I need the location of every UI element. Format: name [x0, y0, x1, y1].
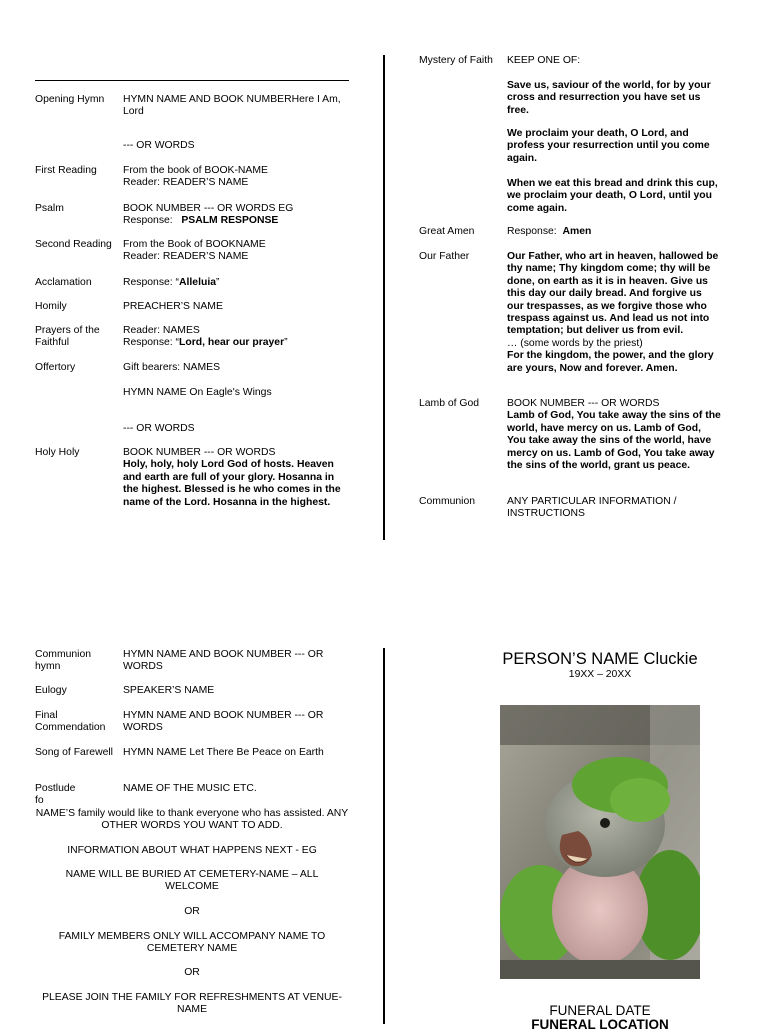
top-rule	[35, 80, 349, 81]
communion-label: Communion	[419, 496, 476, 507]
communion-hymn-label: Communion hymn	[35, 649, 92, 673]
song-of-farewell-value: HYMN NAME Let There Be Peace on Earth	[123, 747, 324, 758]
homily-label: Homily	[35, 301, 67, 312]
eulogy-value: SPEAKER’S NAME	[123, 685, 215, 696]
buried-text: NAME WILL BE BURIED AT CEMETERY-NAME – ALL WELCOME	[65, 869, 319, 893]
holy-holy-value	[123, 447, 345, 509]
first-reading-book: From the book of BOOK-NAME	[123, 165, 268, 176]
great-amen-label: Great Amen	[419, 226, 475, 237]
prayers-response: Response: “Lord, hear our prayer”	[123, 337, 288, 349]
lamb-value	[507, 398, 721, 472]
lamb-text: Lamb of God, You take away the sins of the world, have mercy on us. Lamb of God, You take away the sins of the world, have mercy on us. Lamb of God, You take away the sins of the world, grant us peace.	[507, 410, 721, 472]
opening-hymn-or: --- OR WORDS	[123, 140, 195, 151]
or-text-2: OR	[184, 967, 200, 978]
psalm-book: BOOK NUMBER --- OR WORDS EG	[123, 203, 294, 214]
psalm-label: Psalm	[35, 203, 64, 214]
homily-value: PREACHER’S NAME	[123, 301, 223, 312]
thanks-text: NAME’S family would like to thank everyone who has assisted. ANY OTHER WORDS YOU WANT TO ADD.	[35, 808, 349, 832]
acclamation-label: Acclamation	[35, 277, 92, 288]
divider-bottom	[383, 648, 385, 1024]
our-father-label: Our Father	[419, 251, 470, 262]
second-reading-label: Second Reading	[35, 239, 112, 250]
communion-value: ANY PARTICULAR INFORMATION / INSTRUCTIONS	[507, 496, 677, 520]
mystery-option-1: Save us, saviour of the world, for by your cross and resurrection you have set us free.	[507, 80, 711, 116]
offertory-label: Offertory	[35, 362, 76, 373]
communion-hymn-value: HYMN NAME AND BOOK NUMBER --- OR WORDS	[123, 649, 324, 673]
acclamation-value: Response: “Alleluia”	[123, 277, 220, 288]
info-text: INFORMATION ABOUT WHAT HAPPENS NEXT - EG	[67, 845, 317, 856]
divider-top	[383, 55, 385, 540]
mystery-option-3: When we eat this bread and drink this cup, we proclaim your death, O Lord, until you come again.	[507, 178, 718, 214]
our-father-text: Our Father, who art in heaven, hallowed be thy name; Thy kingdom come; thy will be done, on earth as it is in heaven. Give us this day our daily bread. And forgive us our trespasses, as we forgive those who trespass against us. And lead us not into temptation; but deliver us from evil.	[507, 251, 719, 337]
our-father-doxology: For the kingdom, the power, and the glory are yours, Now and forever. Amen.	[507, 350, 714, 374]
second-reading-reader: Reader: READER’S NAME	[123, 251, 249, 263]
opening-hymn-value: HYMN NAME AND BOOK NUMBERHere I Am, Lord	[123, 94, 341, 118]
offertory-or: --- OR WORDS	[123, 423, 195, 434]
parrot-illustration	[500, 705, 700, 979]
holy-holy-label: Holy Holy	[35, 447, 80, 458]
first-reading-value	[123, 165, 345, 190]
funeral-date: FUNERAL DATE	[549, 1003, 651, 1018]
mystery-intro: KEEP ONE OF:	[507, 55, 581, 66]
or-text-1: OR	[184, 906, 200, 917]
eulogy-label: Eulogy	[35, 685, 67, 696]
prayers-label: Prayers of the Faithful	[35, 325, 100, 349]
refreshments-text: PLEASE JOIN THE FAMILY FOR REFRESHMENTS AT VENUE-NAME	[42, 992, 342, 1016]
prayers-value	[123, 325, 345, 350]
final-commendation-value: HYMN NAME AND BOOK NUMBER --- OR WORDS	[123, 710, 324, 734]
lamb-label: Lamb of God	[419, 398, 480, 409]
holy-holy-text: Holy, holy, holy Lord God of hosts. Heaven and earth are full of your glory. Hosanna in the highest. Blessed is he who comes in the name of the Lord. Hosanna in the highest.	[123, 459, 341, 508]
funeral-location: FUNERAL LOCATION	[531, 1017, 669, 1032]
person-name: PERSON’S NAME Cluckie	[502, 650, 698, 668]
song-of-farewell-label: Song of Farewell	[35, 747, 113, 758]
first-reading-label: First Reading	[35, 165, 97, 176]
prayers-reader: Reader: NAMES	[123, 325, 200, 336]
psalm-response: Response: PSALM RESPONSE	[123, 215, 279, 227]
first-reading-reader: Reader: READER’S NAME	[123, 177, 249, 189]
psalm-value	[123, 203, 345, 228]
mystery-option-2: We proclaim your death, O Lord, and profess your resurrection until you come again.	[507, 128, 710, 164]
family-text: FAMILY MEMBERS ONLY WILL ACCOMPANY NAME TO CEMETERY NAME	[58, 931, 326, 955]
lamb-book: BOOK NUMBER --- OR WORDS	[507, 398, 660, 409]
offertory-value: Gift bearers: NAMES	[123, 362, 221, 373]
memorial-photo	[500, 705, 700, 979]
our-father-value	[507, 251, 721, 375]
holy-holy-book: BOOK NUMBER --- OR WORDS	[123, 447, 276, 458]
opening-hymn-label: Opening Hymn	[35, 94, 105, 105]
final-commendation-label: Final Commendation	[35, 710, 106, 734]
years: 19XX – 20XX	[568, 669, 632, 680]
great-amen-value: Response: Amen	[507, 226, 592, 237]
second-reading-value	[123, 239, 345, 264]
our-father-priest: … (some words by the priest)	[507, 337, 643, 349]
mystery-label: Mystery of Faith	[419, 55, 493, 66]
postlude-value: NAME OF THE MUSIC ETC.	[123, 783, 257, 794]
offertory-hymn: HYMN NAME On Eagle's Wings	[123, 387, 272, 398]
postlude-label: Postlude fo	[35, 783, 76, 807]
second-reading-book: From the Book of BOOKNAME	[123, 239, 266, 250]
